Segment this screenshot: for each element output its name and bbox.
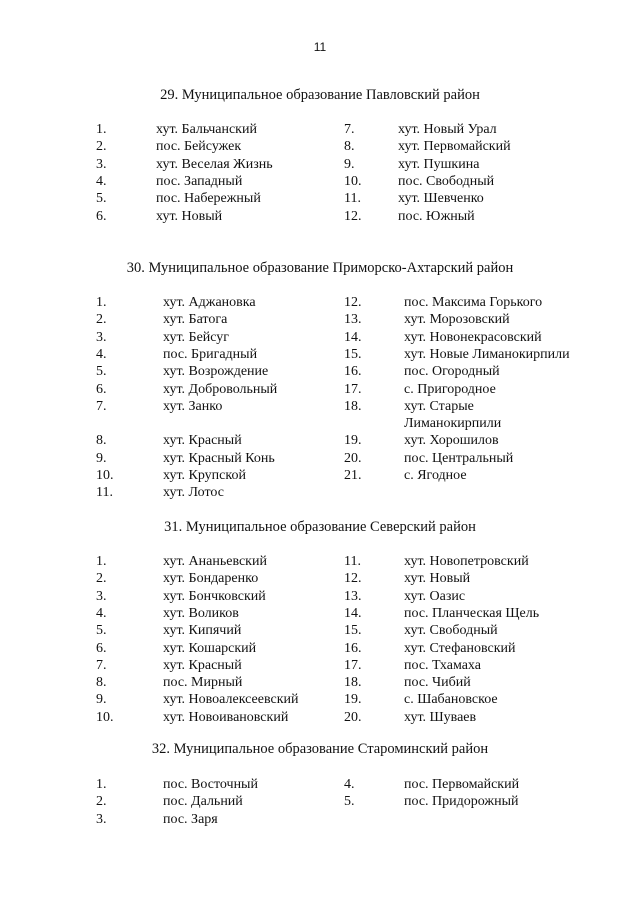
item-number: 6. (96, 208, 107, 224)
item-number: 18. (344, 675, 362, 691)
settlement-name: пос. Дальний (163, 794, 243, 810)
item-number: 14. (344, 605, 362, 621)
item-number: 17. (344, 657, 362, 673)
section-title: 31. Муниципальное образование Северский район (164, 519, 476, 535)
item-number: 8. (344, 139, 355, 155)
settlement-name: хут. Старые (404, 398, 474, 414)
page-number: 11 (313, 40, 327, 54)
item-number: 5. (96, 364, 107, 380)
settlement-name: хут. Бальчанский (156, 122, 257, 137)
settlement-name: пос. Бейсужек (156, 139, 242, 155)
item-number: 14. (344, 329, 362, 345)
item-number: 1. (96, 122, 107, 137)
item-number: 10. (96, 709, 114, 725)
item-number: 6. (96, 381, 107, 397)
settlement-name: хут. Первомайский (398, 139, 511, 155)
item-number: 19. (344, 433, 362, 449)
item-number: 5. (344, 794, 355, 810)
settlement-name: пос. Максима Горького (404, 295, 543, 310)
settlement-name: хут. Кошарский (163, 640, 257, 656)
settlement-name: пос. Придорожный (404, 794, 519, 810)
item-number: 4. (96, 173, 107, 189)
settlement-name: пос. Тхамаха (404, 657, 481, 673)
item-number: 4. (96, 346, 107, 362)
item-number: 7. (96, 398, 107, 414)
item-number: 7. (344, 122, 355, 137)
settlement-name: хут. Добровольный (163, 381, 278, 397)
settlement-name: с. Ягодное (404, 468, 467, 483)
item-number: 1. (96, 777, 107, 792)
item-number: 3. (96, 329, 107, 345)
settlement-name: хут. Новоивановский (163, 709, 289, 725)
item-number: 16. (344, 364, 362, 380)
settlement-name: хут. Свободный (404, 623, 498, 639)
item-number: 9. (96, 692, 107, 708)
item-number: 4. (344, 777, 355, 792)
item-number: 12. (344, 571, 362, 587)
item-number: 2. (96, 312, 107, 328)
item-number: 10. (96, 468, 114, 483)
settlement-name: хут. Батога (163, 312, 228, 328)
settlement-name: пос. Свободный (398, 173, 495, 189)
settlement-name: с. Пригородное (404, 381, 496, 397)
settlement-name: пос. Планческая Щель (404, 605, 540, 621)
item-number: 1. (96, 554, 107, 569)
settlement-name: хут. Воликов (163, 605, 239, 621)
settlement-name: хут. Крупской (163, 468, 246, 483)
item-number: 17. (344, 381, 362, 397)
settlement-name: хут. Красный (163, 657, 242, 673)
settlement-name: пос. Набережный (156, 191, 261, 207)
settlement-name: хут. Красный (163, 433, 242, 449)
item-number: 18. (344, 398, 362, 414)
settlement-name: пос. Заря (163, 811, 218, 827)
item-number: 11. (344, 191, 361, 207)
item-number: 12. (344, 208, 362, 224)
settlement-name: хут. Бондаренко (163, 571, 259, 587)
item-number: 10. (344, 173, 362, 189)
item-number: 1. (96, 295, 107, 310)
item-number: 21. (344, 468, 362, 483)
settlement-name: хут. Стефановский (404, 640, 516, 656)
settlement-name: хут. Хорошилов (404, 433, 499, 449)
settlement-name: хут. Морозовский (404, 312, 510, 328)
settlement-name: хут. Шевченко (398, 191, 484, 207)
item-number: 5. (96, 623, 107, 639)
settlement-name: хут. Лотос (163, 485, 224, 501)
item-number: 2. (96, 794, 107, 810)
settlement-name: хут. Новые Лиманокирпили (404, 346, 570, 362)
item-number: 3. (96, 588, 107, 604)
item-number: 9. (96, 450, 107, 466)
settlement-name: хут. Веселая Жизнь (156, 156, 273, 172)
item-number: 15. (344, 346, 362, 362)
settlement-name: Лиманокирпили (404, 416, 502, 432)
settlement-name: хут. Новопетровский (404, 554, 529, 569)
settlement-name: хут. Новый (404, 571, 471, 587)
settlement-name: хут. Кипячий (163, 623, 242, 639)
settlement-name: хут. Оазис (404, 588, 466, 604)
settlement-name: хут. Пушкина (398, 156, 480, 172)
settlement-name: пос. Чибий (404, 675, 471, 691)
item-number: 3. (96, 811, 107, 827)
item-number: 8. (96, 433, 107, 449)
settlement-name: хут. Ананьевский (163, 554, 267, 569)
item-number: 20. (344, 450, 362, 466)
settlement-name: пос. Восточный (163, 777, 258, 792)
section-title: 29. Муниципальное образование Павловский район (160, 87, 480, 103)
settlement-name: пос. Южный (398, 208, 475, 224)
item-number: 9. (344, 156, 355, 172)
settlement-name: хут. Аджановка (163, 295, 256, 310)
section-title: 30. Муниципальное образование Приморско-Ахтарский район (126, 260, 514, 276)
settlement-name: хут. Шуваев (404, 709, 477, 725)
item-number: 6. (96, 640, 107, 656)
settlement-name: хут. Новый (156, 208, 223, 224)
item-number: 11. (344, 554, 361, 569)
settlement-name: пос. Западный (156, 173, 243, 189)
settlement-name: пос. Бригадный (163, 346, 258, 362)
settlement-name: хут. Новый Урал (398, 122, 497, 137)
item-number: 19. (344, 692, 362, 708)
item-number: 11. (96, 485, 113, 501)
settlement-name: пос. Центральный (404, 450, 514, 466)
section-title: 32. Муниципальное образование Староминский район (151, 741, 489, 757)
settlement-name: хут. Бончковский (163, 588, 266, 604)
settlement-name: пос. Мирный (163, 675, 243, 691)
item-number: 4. (96, 605, 107, 621)
item-number: 2. (96, 139, 107, 155)
item-number: 12. (344, 295, 362, 310)
item-number: 16. (344, 640, 362, 656)
settlement-name: хут. Новонекрасовский (404, 329, 542, 345)
item-number: 15. (344, 623, 362, 639)
item-number: 2. (96, 571, 107, 587)
settlement-name: хут. Новоалексеевский (163, 692, 299, 708)
item-number: 13. (344, 588, 362, 604)
settlement-name: хут. Красный Конь (163, 450, 275, 466)
settlement-name: хут. Бейсуг (163, 329, 230, 345)
item-number: 8. (96, 675, 107, 691)
item-number: 3. (96, 156, 107, 172)
settlement-name: хут. Занко (163, 398, 223, 414)
item-number: 5. (96, 191, 107, 207)
settlement-name: хут. Возрождение (163, 364, 269, 380)
settlement-name: пос. Огородный (404, 364, 500, 380)
item-number: 7. (96, 657, 107, 673)
item-number: 13. (344, 312, 362, 328)
item-number: 20. (344, 709, 362, 725)
settlement-name: с. Шабановское (404, 692, 498, 708)
settlement-name: пос. Первомайский (404, 777, 520, 792)
